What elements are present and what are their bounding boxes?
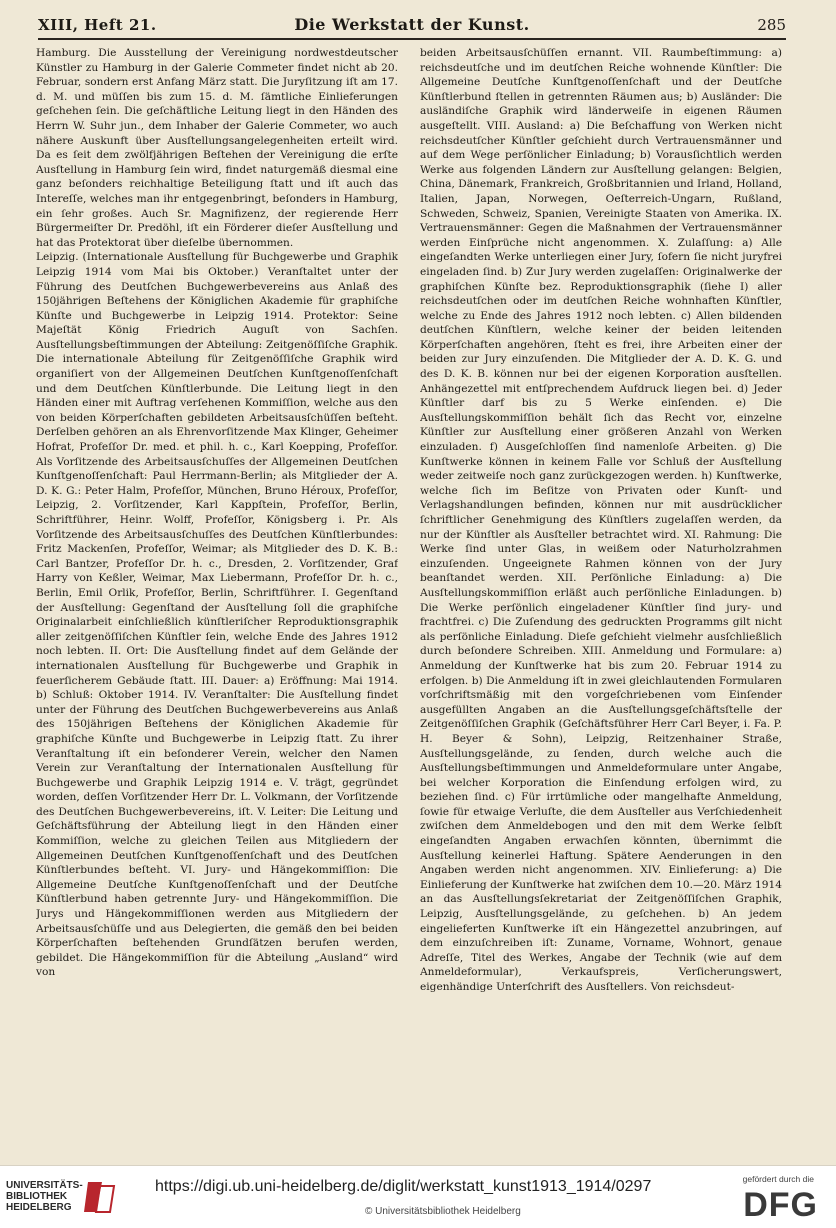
copyright-notice: © Universitätsbibliothek Heidelberg <box>365 1206 521 1217</box>
left-column <box>36 46 398 1154</box>
page-url-link[interactable]: https://digi.ub.uni-heidelberg.de/diglit/werkstatt_kunst1913_1914/0297 <box>155 1178 652 1195</box>
right-column-text: beiden Arbeitsausſchüſſen ernannt. VII. Raumbeſtimmung: a) reichsdeutſche und im deutſchen Reiche wohnende Künſtler: Die Allgemeine Deutſche Kunſtgenoſſenſchaft und der Deutſche Künſtlerbund ſtellen in getrennten Räumen aus; b) Ausländer: Die ausländiſche Graphik wird länderweiſe in eigenen Räumen ausgeſtellt. VIII. Ausland: a) Die Beſchaffung von Werken nicht reichsdeutſcher Künſtler geſchieht durch Vertrauensmänner und auf dem Wege perſönlicher Einladung; b) Vorausſichtlich werden Werke aus folgenden Ländern zur Ausſtellung gelangen: Belgien, China, Dänemark, Frankreich, Großbritannien und Irland, Holland, Italien, Japan, Norwegen, Oeſterreich-Ungarn, Rußland, Schweden, Schweiz, Spanien, Vereinigte Staaten von Amerika. IX. Vertrauensmänner: Gegen die Maßnahmen der Vertrauensmänner werden Einſprüche nicht angenommen. X. Zulaſſung: a) Alle eingeſandten Werke unterliegen einer Jury, ſofern ſie nicht juryfrei eingeladen ſind. b) Zur Jury werden zugelaſſen: Originalwerke der graphiſchen Künſte bez. Reproduktionsgraphik (ſiehe I) aller reichsdeutſchen oder im deutſchen Reiche wohnhaften Künſtler, welche zu Ende des Jahres 1912 noch lebten. c) Allen bildenden deutſchen Künſtlern, welche keiner der beiden leitenden Körperſchaften angehören, ſteht es frei, ihre Arbeiten einer der beiden zur Jury einzuſenden. Die Mitglieder der A. D. K. G. und des D. K. B. können nur bei der eigenen Korporation ausſtellen. Anhängezettel mit entſprechendem Aufdruck liegen bei. d) Jeder Künſtler darf bis zu 5 Werke einſenden. e) Die Ausſtellungskommiſſion behält ſich das Recht vor, einzelne Künſtler zur Ausſtellung einer größeren Anzahl von Werken einzuladen. f) Ausgeſchloſſen ſind namenloſe Arbeiten. g) Die Kunſtwerke können in keinem Falle vor Schluß der Ausſtellung weder zeitweiſe noch ganz zurückgezogen werden. h) Kunſtwerke, welche ſich im Beſitze von Privaten oder Kunſt- und Verlagshandlungen befinden, können nur mit ausdrücklicher ſchriftlicher Genehmigung des Künſtlers zugelaſſen werden, da nur der Künſtler als Ausſteller betrachtet wird. XI. Rahmung: Die Werke ſind unter Glas, in weißem oder Naturholzrahmen einzuſenden. Ungeeignete Rahmen können von der Jury beanſtandet werden. XII. Perſönliche Einladung: a) Die Ausſtellungskommiſſion erläßt auch perſönliche Einladungen. b) Die Werke perſönlich eingeladener Künſtler ſind jury- und frachtfrei. c) Die Zuſendung des gedruckten Programms gilt nicht als perſönliche Einladung. Dieſe geſchieht vielmehr ausſchließlich durch beſondere Schreiben. XIII. Anmeldung und Formulare: a) Anmeldung der Kunſtwerke hat bis zum 20. Februar 1914 zu erfolgen. b) Die Anmeldung iſt in zwei gleichlautenden Formularen vorſchriftsmäßig mit den vorgeſchriebenen vom Einſender ausgefüllten Angaben an die Ausſtellungsgeſchäftsſtelle der Zeitgenöſſiſchen Graphik (Geſchäftsführer Herr Carl Beyer, i. Fa. P. H. Beyer & Sohn), Leipzig, Reitzenhainer Straße, Ausſtellungsgelände, zu ſenden, durch welche auch die Ausſtellungsbeſtimmungen und Anmeldeformulare unter Angabe, bei welcher Korporation die Einſendung erfolgen wird, zu beziehen ſind. c) Für irrtümliche oder mangelhafte Anmeldung, ſowie für etwaige Verluſte, die dem Ausſteller aus Verſchiedenheit zwiſchen dem Anmeldebogen und den mit dem Werke ſelbſt eingeſandten Angaben erwachſen könnten, übernimmt die Ausſtellung keinerlei Haftung. Spätere Aenderungen in den Angaben werden nicht angenommen. XIV. Einlieferung: a) Die Einlieferung der Kunſtwerke hat zwiſchen dem 10.—20. März 1914 an das Ausſtellungsſekretariat der Zeitgenöſſiſchen Graphik, Leipzig, Ausſtellungsgelände, zu geſchehen. b) An jedem eingelieferten Kunſtwerke iſt ein Hängezettel anzubringen, auf dem einzuſchreiben iſt: Zuname, Vorname, Wohnort, genaue Adreſſe, Titel des Werkes, Angabe der Technik (wie auf dem Anmeldeformular), Verkaufspreis, Verſicherungswert, eigenhändige Unterſchrift des Ausſtellers. Von reichsdeut- <box>420 47 782 993</box>
issue-label: XIII, Heft 21. <box>38 16 157 34</box>
left-column-text: Hamburg. Die Ausstellung der Vereinigung nordwestdeutscher Künstler zu Hamburg in der Galerie Commeter findet nicht ab 20. Februar, sondern erst Anfang März statt. Die Juryſitzung iſt am 17. d. M. und müſſen bis zum 15. d. M. ſämtliche Einlieferungen geſchehen ſein. Die geſchäftliche Leitung liegt in den Händen des Herrn W. Suhr jun., dem Inhaber der Galerie Commeter, wo auch nähere Auskunft über Ausſtellungsangelegenheiten erteilt wird. Da es ſeit dem zwölfjährigen Beſtehen der Vereinigung die erſte Ausſtellung in Hamburg ſein wird, findet naturgemäß diesmal eine ganz beſonders reichhaltige Beteiligung ſtatt und iſt auch das Intereſſe, welches man ihr entgegenbringt, beſonders in Hamburg, ein ſehr großes. Auch Sr. Magnifizenz, der regierende Herr Bürgermeiſter Dr. Predöhl, iſt ein Förderer dieſer Ausſtellung und hat das Protektorat über dieſelbe übernommen. <box>36 47 398 249</box>
library-logo-text: UNIVERSITÄTS- BIBLIOTHEK HEIDELBERG <box>6 1180 83 1213</box>
running-header <box>38 12 786 38</box>
journal-title: Die Werkstatt der Kunst. <box>294 15 530 34</box>
left-column-text: Leipzig. (Internationale Ausſtellung für Buchgewerbe und Graphik Leipzig 1914 vom Mai bis Oktober.) Veranſtaltet unter der Führung des Deutſchen Buchgewerbevereins aus Anlaß des 150jährigen Beſtehens der Königlichen Akademie für graphiſche Künſte und Buchgewerbe in Leipzig 1914. Protektor: Seine Majeſtät König Friedrich Auguſt von Sachſen. Ausſtellungsbeſtimmungen der Abteilung: Zeitgenöſſiſche Graphik. Die internationale Abteilung für Zeitgenöſſiſche Graphik wird organiſiert von der Allgemeinen Deutſchen Kunſtgenoſſenſchaft und dem Deutſchen Künſtlerbunde. Die Leitung liegt in den Händen einer mit Auftrag verſehenen Kommiſſion, welche aus den von beiden Körperſchaften gebildeten Arbeitsausſchüſſen beſteht. Derſelben gehören an als Ehrenvorſitzende Max Klinger, Geheimer Hofrat, Profeſſor Dr. med. et phil. h. c., Karl Koepping, Profeſſor. Als Vorſitzende des Arbeitsausſchuſſes der Allgemeinen Deutſchen Kunſtgenoſſenſchaft: Paul Herrmann-Berlin; als Mitglieder der A. D. K. G.: Peter Halm, Profeſſor, München, Bruno Héroux, Profeſſor, Leipzig, 2. Vorſitzender, Karl Kappſtein, Profeſſor, Berlin, Schriftführer, Heinr. Wolff, Profeſſor, Königsberg i. Pr. Als Vorſitzende des Arbeitsausſchuſſes des Deutſchen Künſtlerbundes: Fritz Mackenſen, Profeſſor, Weimar; als Mitglieder des D. K. B.: Carl Bantzer, Profeſſor Dr. h. c., Dresden, 2. Vorſitzender, Graf Harry von Keßler, Weimar, Max Liebermann, Profeſſor Dr. h. c., Berlin, Emil Orlik, Profeſſor, Berlin, Schriftführer. I. Gegenſtand der Ausſtellung: Gegenſtand der Ausſtellung ſoll die graphiſche Originalarbeit einſchließlich künſtleriſcher Reproduktionsgraphik aller zeitgenöſſiſchen Künſtler ſein, welche Ende des Jahres 1912 noch lebten. II. Ort: Die Ausſtellung findet auf dem Gelände der internationalen Ausſtellung für Buchgewerbe und Graphik in feuerſicherem Gebäude ſtatt. III. Dauer: a) Eröffnung: Mai 1914. b) Schluß: Oktober 1914. IV. Veranſtalter: Die Ausſtellung findet unter der Führung des Deutſchen Buchgewerbevereins aus Anlaß des 150jährigen Beſtehens der Königlichen Akademie für graphiſche Künſte und Buchgewerbe in Leipzig ſtatt. Zu ihrer Veranſtaltung iſt ein beſonderer Verein, welcher den Namen Verein zur Veranſtaltung der Internationalen Ausſtellung für Buchgewerbe und Graphik Leipzig 1914 e. V. trägt, gegründet worden, deſſen Vorſitzender Herr Dr. L. Volkmann, der Vorſitzende des Deutſchen Buchgewerbevereins, iſt. V. Leiter: Die Leitung und Geſchäftsführung der Abteilung liegt in den Händen einer Kommiſſion, welche zu gleichen Teilen aus Mitgliedern der Allgemeinen Deutſchen Kunſtgenoſſenſchaft und des Deutſchen Künſtlerbundes beſteht. VI. Jury- und Hängekommiſſion: Die Allgemeine Deutſche Kunſtgenoſſenſchaft und der Deutſche Künſtlerbund haben getrennte Jury- und Hängekommiſſion. Die Jurys und Hängekommiſſionen werden aus Mitgliedern der Arbeitsausſchüſſe und aus Delegierten, die gemäß den bei beiden Körperſchaften beſtehenden Grundſätzen berufen werden, gebildet. Die Hängekommiſſion für die Abteilung „Ausland“ wird von <box>36 251 398 979</box>
page-number: 285 <box>757 16 786 34</box>
viewer-footer <box>0 1165 836 1228</box>
funder-note: gefördert durch die <box>742 1174 814 1184</box>
right-column <box>420 46 782 1154</box>
library-logo-icon <box>82 1178 116 1216</box>
header-rule <box>38 38 786 40</box>
dfg-logo[interactable]: DFG <box>743 1186 818 1224</box>
